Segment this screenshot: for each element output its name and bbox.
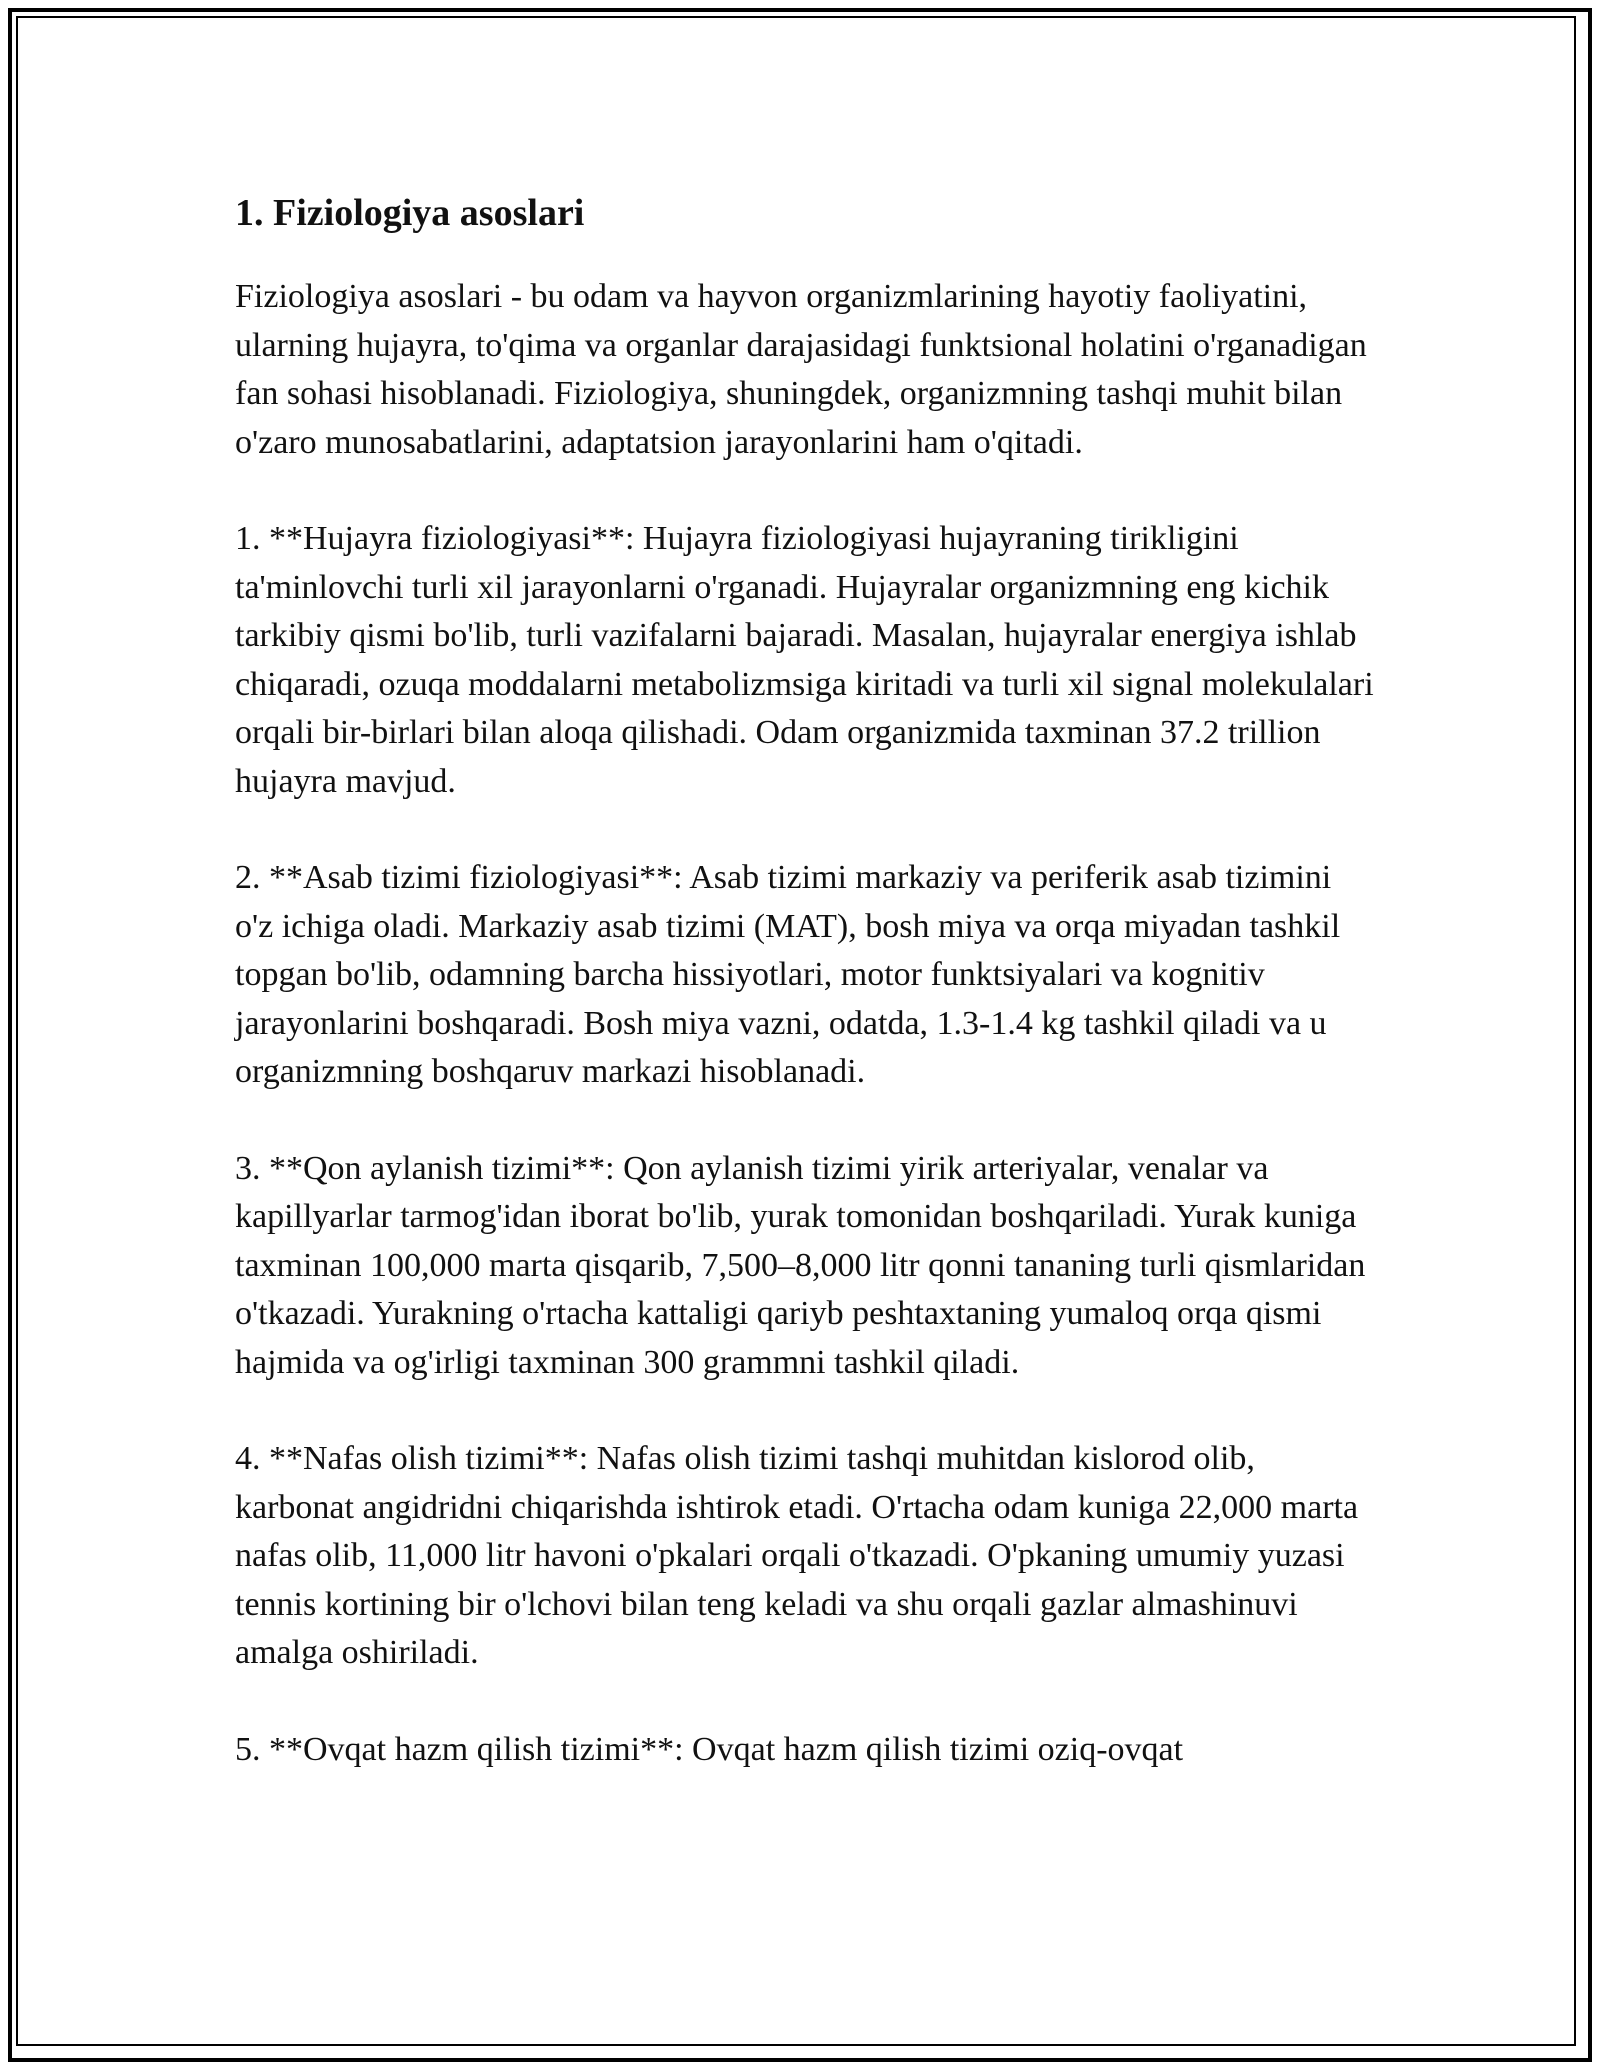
document-title: 1. Fiziologiya asoslari — [235, 192, 585, 234]
cell-physiology-paragraph: 1. **Hujayra fiziologiyasi**: Hujayra fiziologiyasi hujayraning tirikligini ta'minlovchi turli xil jarayonlarni o'rganadi. Hujayralar organizmning eng kichik tarkibiy qismi bo'lib, turli vazifalarni bajaradi. Masalan, hujayralar energiya ishlab chiqaradi, ozuqa moddalarni metabolizmsiga kiritadi va turli xil signal molekulalari orqali bir-birlari bilan aloqa qilishadi. Odam organizmida taxminan 37.2 trillion hujayra mavjud. — [235, 520, 1374, 800]
respiratory-system-paragraph: 4. **Nafas olish tizimi**: Nafas olish tizimi tashqi muhitdan kislorod olib, karbonat angidridni chiqarishda ishtirok etadi. O'rtacha odam kuniga 22,000 marta nafas olib, 11,000 litr havoni o'pkalari orqali o'tkazadi. O'pkaning umumiy yuzasi tennis kortining bir o'lchovi bilan teng keladi va shu orqali gazlar almashinuvi amalga oshiriladi. — [235, 1440, 1359, 1671]
nervous-system-paragraph: 2. **Asab tizimi fiziologiyasi**: Asab tizimi markaziy va periferik asab tizimini o'z ichiga oladi. Markaziy asab tizimi (MAT), bosh miya va orqa miyadan tashkil topgan bo'lib, odamning barcha hissiyotlari, motor funktsiyalari va kognitiv jarayonlarini boshqaradi. Bosh miya vazni, odatda, 1.3-1.4 kg tashkil qiladi va u organizmning boshqaruv markazi hisoblanadi. — [235, 859, 1341, 1090]
intro-paragraph: Fiziologiya asoslari - bu odam va hayvon organizmlarining hayotiy faoliyatini, ularning hujayra, to'qima va organlar darajasidagi funktsional holatini o'rganadigan fan sohasi hisoblanadi. Fiziologiya, shuningdek, organizmning tashqi muhit bilan o'zaro munosabatlarini, adaptatsion jarayonlarini ham o'qitadi. — [235, 278, 1367, 461]
digestive-system-paragraph: 5. **Ovqat hazm qilish tizimi**: Ovqat hazm qilish tizimi oziq-ovqat — [235, 1730, 1184, 1768]
document-body — [235, 183, 1375, 1774]
circulatory-system-paragraph: 3. **Qon aylanish tizimi**: Qon aylanish tizimi yirik arteriyalar, venalar va kapillyarlar tarmog'idan iborat bo'lib, yurak tomonidan boshqariladi. Yurak kuniga taxminan 100,000 marta qisqarib, 7,500–8,000 litr qonni tananing turli qismlaridan o'tkazadi. Yurakning o'rtacha kattaligi qariyb peshtaxtaning yumaloq orqa qismi hajmida va og'irligi taxminan 300 grammni tashkil qiladi. — [235, 1149, 1366, 1381]
